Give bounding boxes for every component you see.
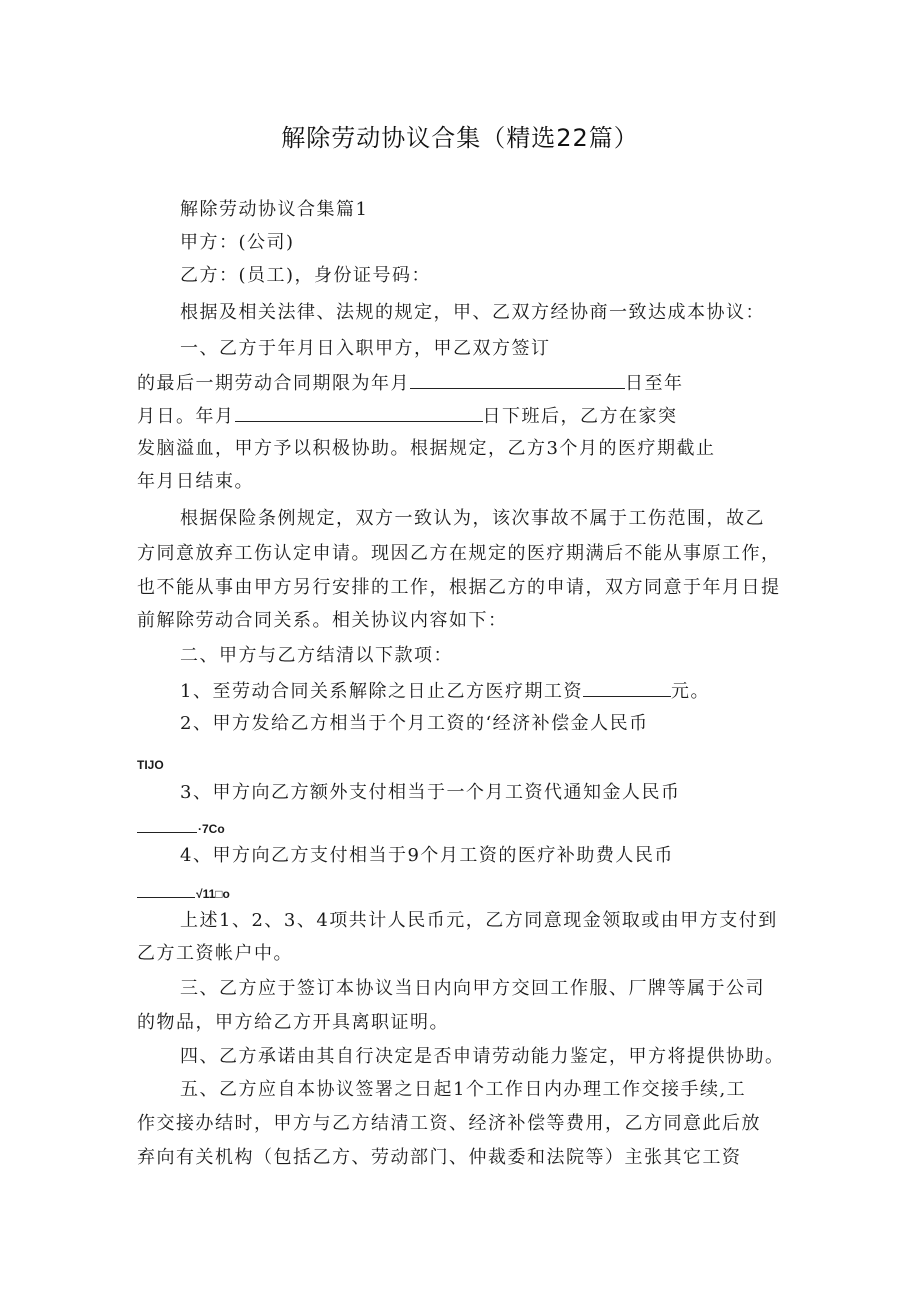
text-segment: 日下班后，乙方在家突 bbox=[482, 406, 678, 427]
text-segment: 1、至劳动合同关系解除之日止乙方医疗期工资 bbox=[180, 681, 583, 702]
document-title: 解除劳动协议合集（精选22篇） bbox=[281, 124, 639, 152]
paragraph-line bbox=[137, 403, 678, 429]
paragraph-line: 根据及相关法律、法规的规定，甲、乙双方经协商一致达成本协议： bbox=[180, 302, 765, 323]
text-segment: 的最后一期劳动合同期限为年月 bbox=[137, 373, 410, 394]
party-b-line: 乙方：(员工)，身份证号码： bbox=[180, 265, 432, 286]
paragraph-line: 弃向有关机构（包括乙方、劳动部门、仲裁委和法院等）主张其它工资 bbox=[137, 1147, 742, 1168]
ocr-fragment bbox=[137, 822, 225, 836]
paragraph-line: 二、甲方与乙方结清以下款项： bbox=[180, 645, 453, 666]
payment-item-3: 3、甲方向乙方额外支付相当于一个月工资代通知金人民币 bbox=[180, 782, 681, 803]
paragraph-line: 一、乙方于年月日入职甲方，甲乙双方签订 bbox=[180, 338, 551, 359]
paragraph-line: 五、乙方应自本协议签署之日起1个工作日内办理工作交接手续,工 bbox=[180, 1079, 747, 1100]
fill-blank bbox=[137, 887, 195, 898]
payment-item-1 bbox=[180, 678, 710, 704]
paragraph-line: 方同意放弃工伤认定申请。现因乙方在规定的医疗期满后不能从事原工作， bbox=[137, 543, 781, 564]
payment-item-4: 4、甲方向乙方支付相当于9个月工资的医疗补助费人民币 bbox=[180, 845, 674, 866]
fill-blank bbox=[137, 822, 197, 833]
payment-item-2: 2、甲方发给乙方相当于个月工资的‘经济补偿金人民币 bbox=[180, 713, 649, 734]
paragraph-line: 发脑溢血，甲方予以积极协助。根据规定，乙方3个月的医疗期截止 bbox=[137, 438, 716, 459]
paragraph-line: 作交接办结时，甲方与乙方结清工资、经济补偿等费用，乙方同意此后放 bbox=[137, 1113, 761, 1134]
ocr-fragment: TIJO bbox=[137, 758, 164, 772]
paragraph-line: 年月日结束。 bbox=[137, 471, 254, 492]
fill-blank bbox=[235, 403, 483, 422]
paragraph-line: 上述1、2、3、4项共计人民币元，乙方同意现金领取或由甲方支付到 bbox=[180, 910, 778, 931]
paragraph-line: 也不能从事由甲方另行安排的工作，根据乙方的申请，双方同意于年月日提 bbox=[137, 577, 781, 598]
fill-blank bbox=[410, 370, 625, 389]
text-segment: 元。 bbox=[670, 681, 710, 702]
party-a-line: 甲方：(公司) bbox=[180, 232, 295, 253]
paragraph-line: 的物品，甲方给乙方开具离职证明。 bbox=[137, 1012, 449, 1033]
paragraph-line bbox=[137, 370, 684, 396]
paragraph-line: 根据保险条例规定，双方一致认为，该次事故不属于工伤范围，故乙 bbox=[180, 508, 765, 529]
ocr-fragment bbox=[137, 887, 230, 901]
fill-blank bbox=[583, 678, 671, 697]
text-segment: ·7Co bbox=[198, 822, 225, 836]
section-heading: 解除劳动协议合集篇1 bbox=[180, 199, 369, 220]
paragraph-line: 三、乙方应于签订本协议当日内向甲方交回工作服、厂牌等属于公司 bbox=[180, 978, 765, 999]
paragraph-line: 四、乙方承诺由其自行决定是否申请劳动能力鉴定，甲方将提供协助。 bbox=[180, 1046, 785, 1067]
paragraph-line: 前解除劳动合同关系。相关协议内容如下： bbox=[137, 610, 508, 631]
text-segment: 日至年 bbox=[625, 373, 684, 394]
text-segment: 月日。年月 bbox=[137, 406, 235, 427]
text-segment: √11□o bbox=[196, 887, 230, 901]
paragraph-line: 乙方工资帐户中。 bbox=[137, 943, 293, 964]
